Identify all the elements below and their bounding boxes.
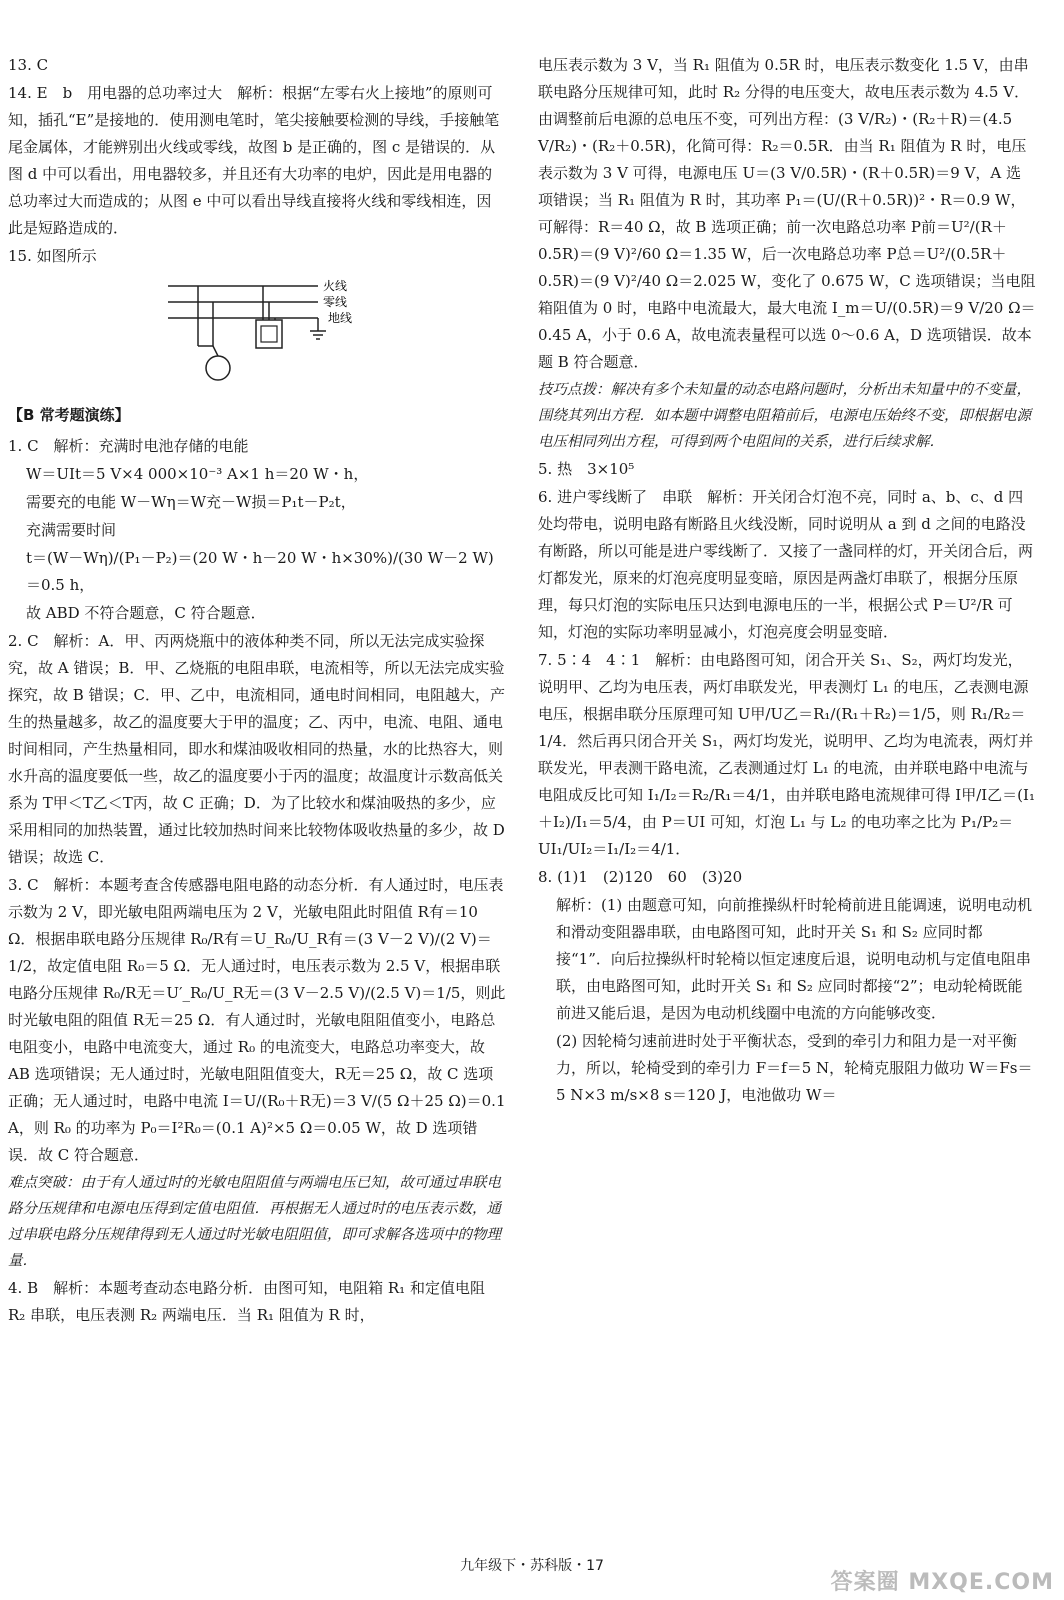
answer-3: 3. C 解析：本题考查含传感器电阻电路的动态分析．有人通过时，电压表示数为 2 V，即光敏电阻两端电压为 2 V，光敏电阻此时阻值 R有＝10 Ω．根据串联电路分压规律 R₀/R有＝U_R₀/U_R有＝(3 V－2 V)/(2 V)＝1/2，故定值电阻 R₀＝5 Ω．无人通过时，电压表示数为 2.5 V，根据串联电路分压规律 R₀/R无＝U′_R₀/U_R无＝(3 V－2.5 V)/(2.5 V)＝1/5，则此时光敏电阻的阻值 R无＝25 Ω．有人通过时，光敏电阻阻值变小，电路总电阻变小，电路中电流变大，通过 R₀ 的电流变大，电路总功率变大，故 AB 选项错误；无人通过时，光敏电阻阻值变大，R无＝25 Ω，故 C 选项正确；无人通过时，电路中电流 I＝U/(R₀＋R无)＝3 V/(5 Ω＋25 Ω)＝0.1 A，则 R₀ 的功率为 P₀＝I²R₀＝(0.1 A)²×5 Ω＝0.05 W，故 D 选项错误．故 C 符合题意． [8,876,506,1164]
watermark: 答案圈 MXQE.COM [830,1570,1054,1595]
answer-1-formula: t＝(W－Wη)/(P₁－P₂)＝(20 W・h－20 W・h×30%)/(30 W－2 W)＝0.5 h， [26,549,494,594]
answer-7: 7. 5∶4 4∶1 解析：由电路图可知，闭合开关 S₁、S₂，两灯均发光，说明甲、乙均为电压表，两灯串联发光，甲表测灯 L₁ 的电压，乙表测电源电压，根据串联分压原理可知 U甲/U乙＝R₁/(R₁＋R₂)＝1/5，则 R₁/R₂＝1/4．然后再只闭合开关 S₁，两灯均发光，说明甲、乙均为电流表，两灯并联发光，甲表测干路电流，乙表测通过灯 L₁ 的电流，由并联电路中电流与电阻成反比可知 I₁/I₂＝R₂/R₁＝4/1，由并联电路电流规律可得 I甲/I乙＝(I₁＋I₂)/I₁＝5/4，由 P＝UI 可知，灯泡 L₁ 与 L₂ 的电功率之比为 P₁/P₂＝UI₁/UI₂＝I₁/I₂＝4/1． [538,651,1035,858]
difficulty-tip: 难点突破：由于有人通过时的光敏电阻阻值与两端电压已知，故可通过串联电路分压规律和电源电压得到定值电阻值．再根据无人通过时的电压表示数，通过串联电路分压规律得到无人通过时光敏电阻阻值，即可求解各选项中的物理量． [8,1175,501,1269]
answer-4-cont: 电压表示数为 3 V，当 R₁ 阻值为 0.5R 时，电压表示数变化 1.5 V，由串联电路分压规律可知，此时 R₂ 分得的电压变大，故电压表示数为 4.5 V．由调整前后电源的总电压不变，可列出方程：(3 V/R₂)・(R₂＋R)＝(4.5 V/R₂)・(R₂＋0.5R)，化简可得：R₂＝0.5R．由当 R₁ 阻值为 R 时，电压表示数为 3 V 可得，电源电压 U＝(3 V/0.5R)・(R＋0.5R)＝9 V，A 选项错误；当 R₁ 阻值为 R 时，其功率 P₁＝(U/(R＋0.5R))²・R＝0.9 W，可解得：R＝40 Ω，故 B 选项正确；前一次电路总功率 P前＝U²/(R＋0.5R)＝(9 V)²/60 Ω＝1.35 W，后一次电路总功率 P总＝U²/(0.5R＋0.5R)＝(9 V)²/40 Ω＝2.025 W，变化了 0.675 W，C 选项错误；当电阻箱阻值为 0 时，电路中电流最大，最大电流 I_m＝U/(0.5R)＝9 V/20 Ω＝0.45 A，小于 0.6 A，故电流表量程可以选 0～0.6 A，D 选项错误．故本题 B 符合题意． [538,56,1036,371]
answer-15: 15. 如图所示 [8,247,97,265]
answer-8: 8. (1)1 (2)120 60 (3)20 [538,868,743,886]
answer-8-part1: 解析：(1) 由题意可知，向前推操纵杆时轮椅前进且能调速，说明电动机和滑动变阻器串联，由电路图可知，此时开关 S₁ 和 S₂ 应同时都接“1”．向后拉操纵杆时轮椅以恒定速度后退，说明电动机与定值电阻串联，由电路图可知，此时开关 S₁ 和 S₂ 应同时都接“2”；电动轮椅既能前进又能后退，是因为电动机线圈中电流的方向能够改变． [556,896,1033,1022]
answer-14: 14. E b 用电器的总功率过大 解析：根据“左零右火上接地”的原则可知，插孔“E”是接地的．使用测电笔时，笔尖接触要检测的导线，手接触笔尾金属体，才能辨别出火线或零线，故图 b 是正确的，图 c 是错误的．从图 d 中可以看出，用电器较多，并且还有大功率的电炉，因此是用电器的总功率过大而造成的；从图 e 中可以看出导线直接将火线和零线相连，因此是短路造成的． [8,84,500,237]
live-label: 火线 [323,279,348,293]
answer-1-line: 故 ABD 不符合题意，C 符合题意． [26,604,266,622]
section-heading: 【B 常考题演练】 [8,406,130,424]
earth-label: 地线 [328,311,353,325]
bulb-icon [206,356,230,380]
right-column [538,52,1036,1110]
answer-1: 1. C 解析：充满时电池存储的电能 [8,437,249,455]
answer-8-part2: (2) 因轮椅匀速前进时处于平衡状态，受到的牵引力和阻力是一对平衡力，所以，轮椅受到的牵引力 F＝f＝5 N，轮椅克服阻力做功 W＝Fs＝5 N×3 m/s×8 s＝120 J，电池做功 W＝ [556,1032,1033,1104]
answer-5: 5. 热 3×10⁵ [538,460,635,478]
socket-icon [256,320,282,348]
answer-6: 6. 进户零线断了 串联 解析：开关闭合灯泡不亮，同时 a、b、c、d 四处均带电，说明电路有断路且火线没断，同时说明从 a 到 d 之间的电路没有断路，所以可能是进户零线断了．又接了一盏同样的灯，开关闭合后，两灯都发光，原来的灯泡亮度明显变暗，原因是两盏灯串联了，根据分压原理，每只灯泡的实际电压只达到电源电压的一半，根据公式 P＝U²/R 可知，灯泡的实际功率明显减小，灯泡亮度会明显变暗． [538,488,1034,641]
answer-1-line: W＝UIt＝5 V×4 000×10⁻³ A×1 h＝20 W・h， [26,465,369,483]
answer-2: 2. C 解析：A．甲、丙两烧瓶中的液体种类不同，所以无法完成实验探究，故 A 错误；B．甲、乙烧瓶的电阻串联，电流相等，所以无法完成实验探究，故 B 错误；C．甲、乙中，电流相同，通电时间相同，电阻越大，产生的热量越多，故乙的温度要大于甲的温度；乙、丙中，电流、电阻、通电时间相同，产生热量相同，即水和煤油吸收相同的热量，水的比热容大，则水升高的温度要低一些，故乙的温度要小于丙的温度；故温度计示数高低关系为 T甲＜T乙＜T丙，故 C 正确；D．为了比较水和煤油吸热的多少，应采用相同的加热装置，通过比较加热时间来比较物体吸收热量的多少，故 D 错误；故选 C． [8,632,506,866]
page-footer: 九年级下・苏科版・17 [460,1558,604,1574]
neutral-label: 零线 [323,295,348,309]
answer-1-line: 充满需要时间 [26,521,117,539]
skill-tip: 技巧点拨：解决有多个未知量的动态电路问题时，分析出未知量中的不变量，围绕其列出方程．如本题中调整电阻箱前后，电源电压始终不变，即根据电源电压相同列出方程，可得到两个电阻间的关系，进行后续求解． [538,382,1031,450]
circuit-figure [168,276,368,396]
left-column [8,52,506,1330]
answer-13: 13. C [8,56,49,74]
answer-1-line: 需要充的电能 W－Wη＝W充－W损＝P₁t－P₂t， [26,493,356,511]
answer-4: 4. B 解析：本题考查动态电路分析．由图可知，电阻箱 R₁ 和定值电阻 R₂ 串联，电压表测 R₂ 两端电压．当 R₁ 阻值为 R 时， [8,1279,485,1324]
